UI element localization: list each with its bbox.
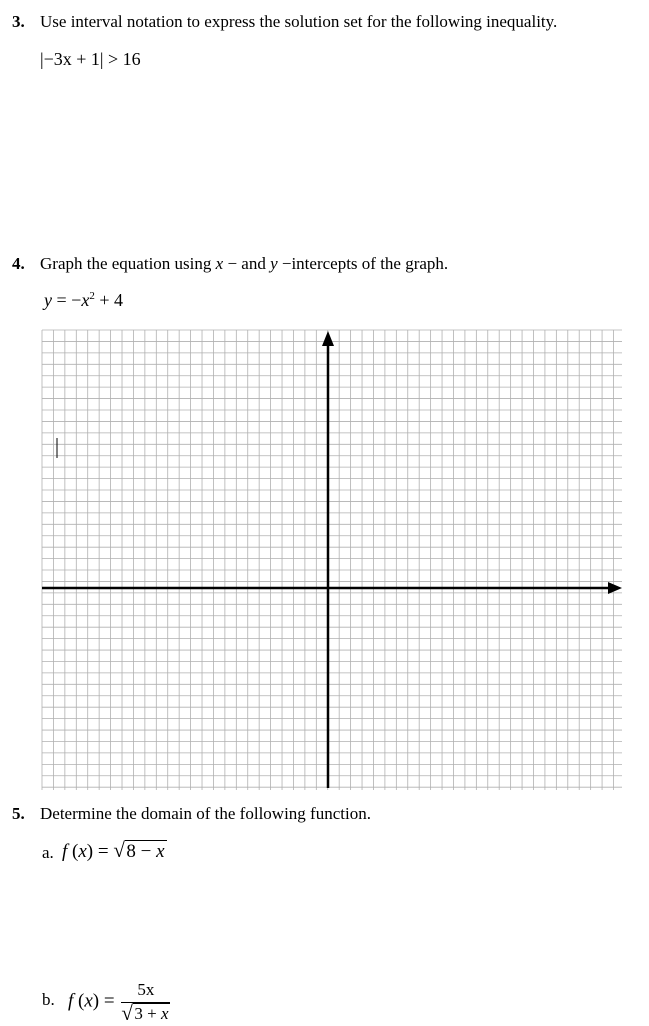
eq-base: x	[81, 290, 90, 310]
grid-lines	[42, 330, 622, 790]
question-3-prompt: Use interval notation to express the solution set for the following inequality.	[40, 12, 558, 31]
radicand-var: x	[156, 841, 165, 862]
question-3-inequality	[40, 49, 141, 70]
numerator: 5x	[121, 980, 170, 1003]
var-x: x	[215, 254, 224, 273]
prompt-part-3: −intercepts of the graph.	[277, 254, 449, 273]
part-a-label: a.	[42, 843, 54, 862]
equals-sign: =	[93, 841, 114, 862]
abs-bar-right: |	[99, 49, 104, 69]
coordinate-grid[interactable]	[0, 320, 649, 800]
arg-var: x	[78, 841, 87, 862]
eq-lhs: y	[44, 290, 52, 310]
radical-icon: √	[113, 838, 125, 862]
arg-open: (	[67, 841, 79, 862]
y-axis-arrow-icon	[322, 331, 334, 346]
arg-close: )	[92, 990, 100, 1012]
abs-inner: −3x + 1	[43, 49, 100, 69]
part-b-label: b.	[42, 990, 55, 1009]
question-4-number: 4.	[12, 254, 25, 273]
radical-icon: √	[121, 1001, 133, 1025]
denominator	[121, 1003, 170, 1024]
question-3-number: 3.	[12, 12, 25, 31]
fn-name: f	[68, 990, 74, 1012]
square-root	[121, 1001, 170, 1025]
part-b-function	[68, 980, 170, 1024]
arg-close: )	[86, 841, 94, 862]
x-axis-arrow-icon	[608, 582, 622, 594]
radicand	[125, 840, 166, 862]
inequality-relation: > 16	[103, 49, 141, 69]
square-root	[113, 838, 166, 863]
question-4-prompt	[40, 254, 448, 274]
prompt-part-1: Graph the equation using	[40, 254, 216, 273]
radicand-num: 3 +	[134, 1004, 161, 1023]
fn-name: f	[62, 841, 68, 862]
part-a-function	[62, 838, 167, 863]
var-y: y	[270, 254, 278, 273]
fraction	[121, 980, 170, 1024]
eq-exponent: 2	[89, 290, 95, 302]
equals-sign: =	[99, 990, 120, 1012]
eq-sign: = −	[52, 290, 82, 310]
prompt-part-2: − and	[223, 254, 271, 273]
question-5-number: 5.	[12, 804, 25, 823]
arg-var: x	[84, 990, 93, 1012]
radicand-num: 8 −	[126, 841, 157, 862]
radicand	[133, 1003, 170, 1023]
abs-bar-left: |	[40, 49, 44, 69]
question-5-prompt: Determine the domain of the following function.	[40, 804, 371, 823]
question-4-equation	[44, 290, 123, 311]
arg-open: (	[73, 990, 85, 1012]
radicand-var: x	[160, 1004, 169, 1023]
eq-rest: + 4	[94, 290, 123, 310]
